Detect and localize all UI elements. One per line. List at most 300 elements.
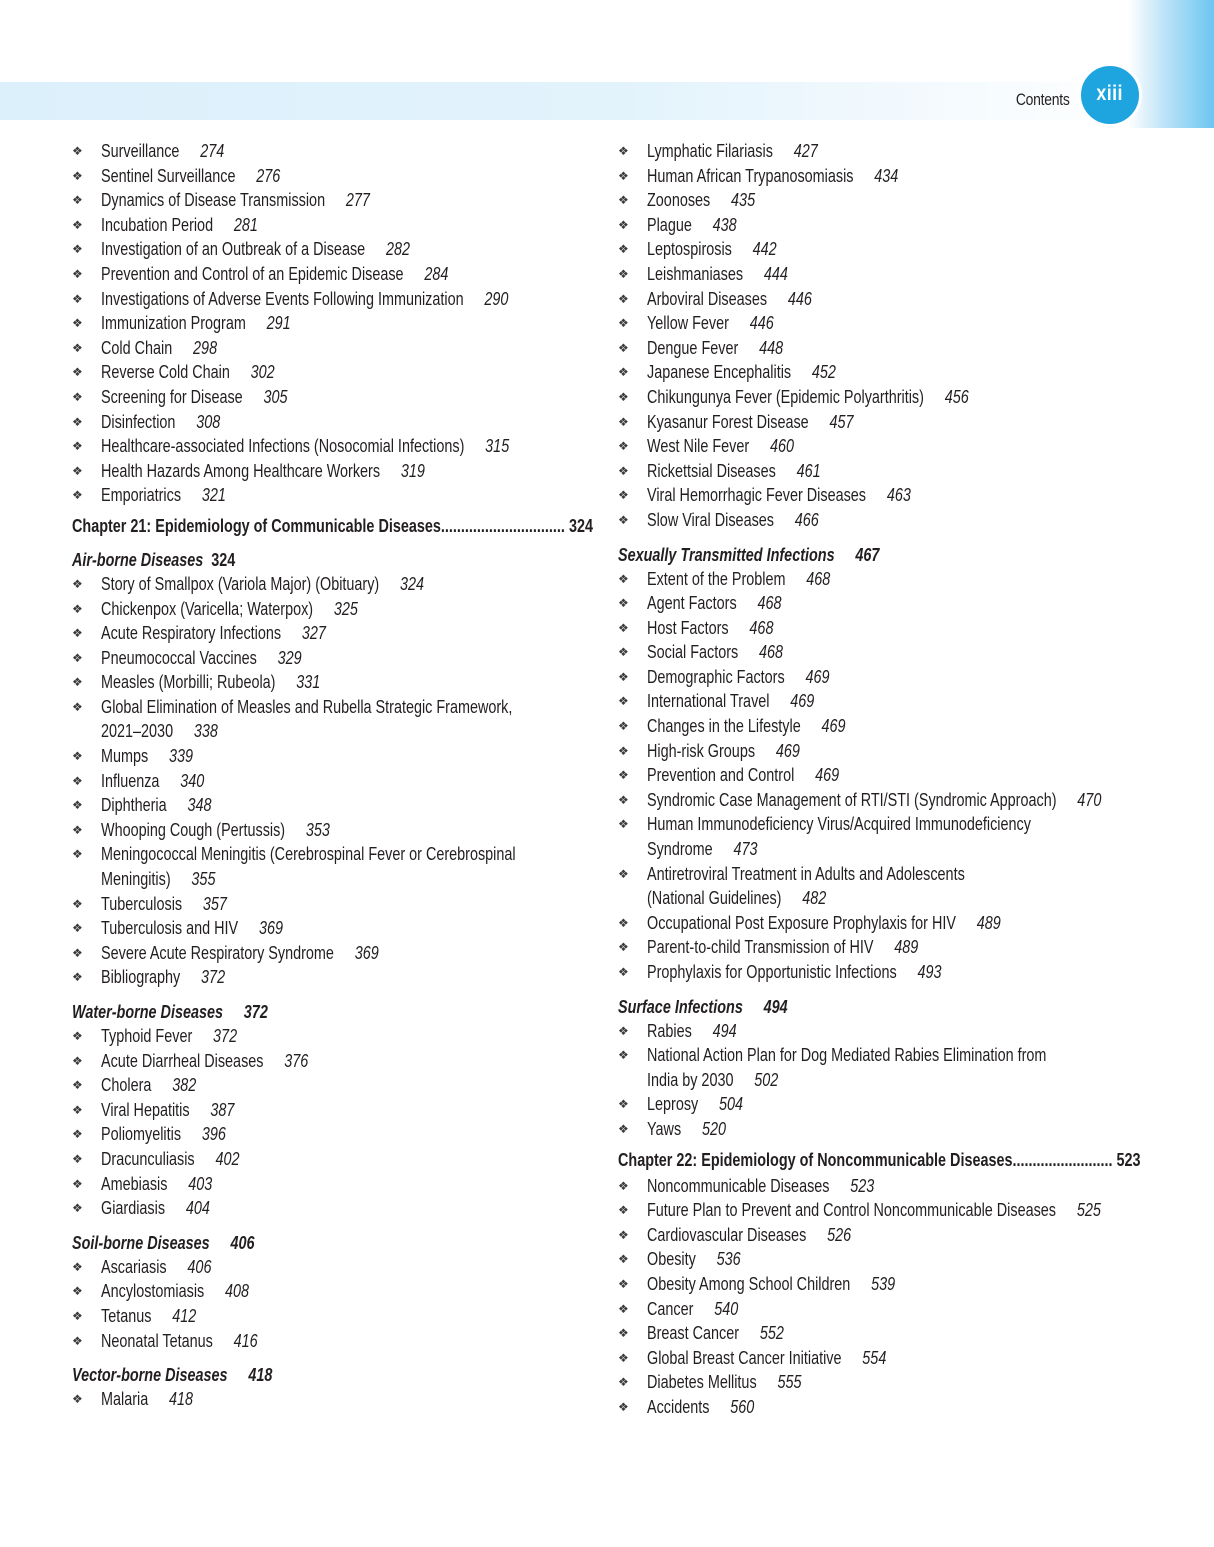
toc-entry-line xyxy=(101,1172,212,1197)
toc-entry-page: 319 xyxy=(400,460,425,481)
toc-entry-title: Dengue Fever xyxy=(647,337,739,358)
toc-chapter-heading[interactable] xyxy=(618,1148,1148,1172)
toc-entry-title: Plague xyxy=(647,214,692,235)
toc-entry[interactable] xyxy=(72,1279,592,1304)
toc-entry[interactable] xyxy=(618,739,1148,764)
toc-entry-page: 468 xyxy=(806,568,831,589)
toc-entry[interactable] xyxy=(618,1117,1148,1142)
toc-entry-title: Bibliography xyxy=(101,967,181,988)
toc-entry-line xyxy=(101,459,425,484)
toc-entry-title: Obesity xyxy=(647,1249,696,1270)
toc-entry-page: 276 xyxy=(256,165,281,186)
toc-entry-line xyxy=(101,434,509,459)
toc-chapter-title: Chapter 21: Epidemiology of Communicable Diseases............................... xyxy=(72,515,565,536)
toc-entry-title: Obesity Among School Children xyxy=(647,1273,851,1294)
toc-entry[interactable] xyxy=(72,459,592,484)
toc-entry-line xyxy=(647,640,783,665)
toc-entry[interactable] xyxy=(618,483,1148,508)
toc-entry-page: 321 xyxy=(201,485,226,506)
diamond-bullet-icon: ❖ xyxy=(72,144,83,158)
diamond-bullet-icon: ❖ xyxy=(618,694,629,709)
toc-entry-title: Cardiovascular Diseases xyxy=(647,1224,807,1245)
toc-right-column xyxy=(618,139,1148,1420)
toc-entry[interactable] xyxy=(72,744,592,769)
toc-entry-title: West Nile Fever xyxy=(647,436,750,457)
toc-entry-page: 305 xyxy=(263,386,288,407)
toc-entry-title: Prophylaxis for Opportunistic Infections xyxy=(647,962,897,982)
toc-entry-page: 369 xyxy=(258,918,283,939)
toc-entry-page: 339 xyxy=(169,746,194,767)
diamond-bullet-icon: ❖ xyxy=(72,945,83,960)
toc-entry[interactable] xyxy=(618,1370,1148,1395)
diamond-bullet-icon: ❖ xyxy=(72,1078,83,1093)
toc-entry[interactable] xyxy=(72,262,592,287)
toc-entry-line xyxy=(647,1346,886,1371)
toc-entry-title: Antiretroviral Treatment in Adults and Adolescents xyxy=(647,863,965,884)
toc-entry-page: 298 xyxy=(193,337,218,358)
toc-entry[interactable] xyxy=(72,842,592,891)
diamond-bullet-icon: ❖ xyxy=(618,620,629,635)
toc-entry-page: 376 xyxy=(284,1050,309,1071)
toc-chapter-title: Chapter 22: Epidemiology of Noncommunicable Diseases......................... xyxy=(618,1149,1113,1170)
toc-entry-line xyxy=(647,689,814,714)
toc-entry-line xyxy=(647,262,788,287)
toc-entry-title-continued: Syndrome xyxy=(647,839,713,860)
diamond-bullet-icon: ❖ xyxy=(72,242,83,257)
toc-entry-title: Malaria xyxy=(101,1389,149,1410)
toc-entry-line xyxy=(101,483,226,508)
toc-entry-title: Leishmaniases xyxy=(647,263,744,284)
toc-entry-page: 308 xyxy=(196,411,221,432)
toc-entry-title: Healthcare-associated Infections (Nosocomial Infections) xyxy=(101,436,465,457)
toc-entry[interactable] xyxy=(618,788,1148,813)
toc-entry-line xyxy=(101,670,320,695)
diamond-bullet-icon: ❖ xyxy=(72,847,83,862)
diamond-bullet-icon: ❖ xyxy=(72,896,83,911)
toc-entry[interactable] xyxy=(72,1387,592,1412)
toc-entry-line xyxy=(101,965,225,990)
toc-entry[interactable] xyxy=(618,862,1148,911)
diamond-bullet-icon: ❖ xyxy=(72,463,83,478)
toc-entry-page: 274 xyxy=(200,141,225,161)
toc-entry-line xyxy=(647,862,965,911)
toc-entry-page: 382 xyxy=(172,1075,197,1096)
toc-entry-page: 404 xyxy=(185,1198,210,1219)
toc-section-line xyxy=(72,548,235,572)
toc-entry-page: 540 xyxy=(714,1298,739,1319)
toc-entry-page: 466 xyxy=(794,509,819,530)
diamond-bullet-icon: ❖ xyxy=(618,915,629,930)
toc-entry[interactable] xyxy=(72,793,592,818)
toc-entry-title: Accidents xyxy=(647,1396,710,1417)
toc-entry-line xyxy=(101,597,358,622)
toc-entry-page: 446 xyxy=(749,313,774,334)
toc-entry[interactable] xyxy=(72,1122,592,1147)
toc-entry[interactable] xyxy=(618,640,1148,665)
toc-entry-title: Diabetes Mellitus xyxy=(647,1372,757,1393)
toc-entry-line xyxy=(101,385,288,410)
diamond-bullet-icon: ❖ xyxy=(72,1102,83,1117)
toc-entry-line xyxy=(101,621,326,646)
toc-entry[interactable] xyxy=(618,567,1148,592)
toc-entry[interactable] xyxy=(618,1272,1148,1297)
toc-chapter-page: 324 xyxy=(568,515,593,536)
toc-entry[interactable] xyxy=(618,188,1148,213)
toc-entry-page: 493 xyxy=(917,962,942,982)
toc-entry[interactable] xyxy=(618,237,1148,262)
toc-entry[interactable] xyxy=(72,360,592,385)
toc-entry-line xyxy=(101,360,275,385)
toc-entry[interactable] xyxy=(72,385,592,410)
diamond-bullet-icon: ❖ xyxy=(72,1284,83,1299)
toc-entry[interactable] xyxy=(618,164,1148,189)
toc-entry[interactable] xyxy=(72,670,592,695)
toc-entry-title: Changes in the Lifestyle xyxy=(647,716,801,737)
toc-entry[interactable] xyxy=(618,139,1148,164)
toc-entry-line xyxy=(647,508,819,533)
diamond-bullet-icon: ❖ xyxy=(618,217,629,232)
toc-entry[interactable] xyxy=(618,287,1148,312)
toc-section-heading[interactable] xyxy=(618,995,1148,1019)
toc-entry[interactable] xyxy=(618,360,1148,385)
diamond-bullet-icon: ❖ xyxy=(72,439,83,454)
toc-entry-title: Social Factors xyxy=(647,642,739,663)
toc-entry[interactable] xyxy=(72,892,592,917)
toc-entry-line xyxy=(647,591,781,616)
toc-entry[interactable] xyxy=(618,1174,1148,1199)
toc-entry-page: 469 xyxy=(775,740,800,761)
toc-entry-page: 523 xyxy=(850,1175,875,1196)
toc-entry[interactable] xyxy=(618,665,1148,690)
toc-entry-line xyxy=(647,213,737,238)
toc-entry-page: 302 xyxy=(250,362,275,383)
toc-entry[interactable] xyxy=(618,1395,1148,1420)
diamond-bullet-icon: ❖ xyxy=(72,921,83,936)
toc-entry-page: 416 xyxy=(233,1330,258,1351)
toc-entry-page: 539 xyxy=(871,1273,896,1294)
toc-entry[interactable] xyxy=(72,1304,592,1329)
toc-entry-page: 372 xyxy=(213,1026,238,1046)
toc-entry[interactable] xyxy=(618,1092,1148,1117)
toc-entry[interactable] xyxy=(618,1019,1148,1044)
toc-entry-page: 461 xyxy=(796,460,821,481)
toc-entry-title: Yellow Fever xyxy=(647,313,729,334)
toc-entry[interactable] xyxy=(72,1255,592,1280)
toc-entry-title: Prevention and Control of an Epidemic Disease xyxy=(101,263,404,284)
toc-entry-title: Investigation of an Outbreak of a Disease xyxy=(101,239,366,260)
toc-entry[interactable] xyxy=(72,139,592,164)
toc-entry-line xyxy=(647,812,1031,861)
toc-entry[interactable] xyxy=(618,689,1148,714)
toc-entry-page: 504 xyxy=(719,1094,744,1115)
diamond-bullet-icon: ❖ xyxy=(618,1399,629,1414)
toc-entry[interactable] xyxy=(72,621,592,646)
toc-entry[interactable] xyxy=(72,188,592,213)
toc-entry-title: Cholera xyxy=(101,1075,152,1096)
toc-entry-title: Host Factors xyxy=(647,617,729,638)
toc-entry[interactable] xyxy=(618,1043,1148,1092)
diamond-bullet-icon: ❖ xyxy=(72,340,83,355)
toc-entry[interactable] xyxy=(72,572,592,597)
toc-entry-title: Giardiasis xyxy=(101,1198,166,1219)
toc-entry-title: Rickettsial Diseases xyxy=(647,460,776,481)
toc-entry[interactable] xyxy=(618,1223,1148,1248)
toc-entry[interactable] xyxy=(72,1098,592,1123)
toc-entry[interactable] xyxy=(72,287,592,312)
diamond-bullet-icon: ❖ xyxy=(618,1048,629,1063)
toc-entry[interactable] xyxy=(72,916,592,941)
toc-entry[interactable] xyxy=(72,1049,592,1074)
toc-section-heading[interactable] xyxy=(72,1363,592,1387)
diamond-bullet-icon: ❖ xyxy=(72,414,83,429)
toc-entry-title: Global Elimination of Measles and Rubella Strategic Framework, xyxy=(101,696,513,717)
toc-entry-page: 457 xyxy=(829,411,854,432)
toc-entry[interactable] xyxy=(72,483,592,508)
toc-entry-page: 353 xyxy=(305,819,330,840)
toc-entry-line xyxy=(647,1223,851,1248)
toc-entry[interactable] xyxy=(618,1346,1148,1371)
toc-entry[interactable] xyxy=(72,434,592,459)
toc-entry-page: 402 xyxy=(215,1148,240,1169)
diamond-bullet-icon: ❖ xyxy=(72,193,83,208)
toc-entry-title: Acute Respiratory Infections xyxy=(101,623,282,644)
diamond-bullet-icon: ❖ xyxy=(618,316,629,331)
toc-entry-line xyxy=(101,164,280,189)
diamond-bullet-icon: ❖ xyxy=(72,266,83,281)
toc-entry-page: 482 xyxy=(802,888,827,909)
toc-entry-title: Yaws xyxy=(647,1118,682,1139)
header-gradient-tab xyxy=(1128,0,1214,128)
toc-entry-title: Pneumococcal Vaccines xyxy=(101,647,257,668)
diamond-bullet-icon: ❖ xyxy=(72,1201,83,1216)
diamond-bullet-icon: ❖ xyxy=(618,1097,629,1112)
toc-section-title: Soil-borne Diseases xyxy=(72,1232,210,1253)
toc-entry-title-continued: 2021–2030 xyxy=(101,721,174,742)
toc-entry-title: Mumps xyxy=(101,746,149,767)
toc-entry[interactable] xyxy=(72,1024,592,1049)
toc-entry[interactable] xyxy=(72,213,592,238)
toc-entry-page: 369 xyxy=(354,942,379,963)
toc-entry[interactable] xyxy=(618,311,1148,336)
toc-entry[interactable] xyxy=(618,935,1148,960)
toc-entry-page: 468 xyxy=(749,617,774,638)
diamond-bullet-icon: ❖ xyxy=(72,389,83,404)
toc-entry-title: Agent Factors xyxy=(647,593,737,614)
toc-section-line xyxy=(618,543,879,567)
toc-entry-page: 277 xyxy=(345,190,370,211)
toc-entry-line xyxy=(101,572,424,597)
toc-entry[interactable] xyxy=(618,459,1148,484)
toc-entry-title: Cancer xyxy=(647,1298,694,1319)
toc-entry-title: Dracunculiasis xyxy=(101,1148,195,1169)
toc-entry-line xyxy=(647,1092,743,1117)
toc-entry-page: 552 xyxy=(759,1323,784,1344)
toc-entry-line xyxy=(101,842,516,891)
diamond-bullet-icon: ❖ xyxy=(618,365,629,380)
toc-entry[interactable] xyxy=(72,695,592,744)
toc-entry-title-continued: (National Guidelines) xyxy=(647,888,782,909)
toc-entry-line xyxy=(647,385,969,410)
toc-entry[interactable] xyxy=(618,508,1148,533)
toc-section-line xyxy=(72,1000,268,1024)
toc-entry[interactable] xyxy=(72,1147,592,1172)
diamond-bullet-icon: ❖ xyxy=(72,365,83,380)
diamond-bullet-icon: ❖ xyxy=(72,217,83,232)
toc-entry[interactable] xyxy=(618,911,1148,936)
diamond-bullet-icon: ❖ xyxy=(618,242,629,257)
toc-entry[interactable] xyxy=(618,434,1148,459)
toc-entry-line xyxy=(101,1387,193,1412)
diamond-bullet-icon: ❖ xyxy=(72,488,83,503)
toc-chapter-heading[interactable] xyxy=(72,514,592,538)
diamond-bullet-icon: ❖ xyxy=(618,1301,629,1316)
toc-entry-page: 560 xyxy=(730,1396,755,1417)
toc-section-title: Water-borne Diseases xyxy=(72,1002,223,1022)
toc-entry[interactable] xyxy=(72,769,592,794)
diamond-bullet-icon: ❖ xyxy=(72,749,83,764)
diamond-bullet-icon: ❖ xyxy=(618,340,629,355)
toc-chapter-page: 523 xyxy=(1116,1149,1141,1170)
diamond-bullet-icon: ❖ xyxy=(72,773,83,788)
toc-entry-line xyxy=(101,237,410,262)
diamond-bullet-icon: ❖ xyxy=(72,576,83,591)
diamond-bullet-icon: ❖ xyxy=(72,650,83,665)
toc-entry[interactable] xyxy=(72,311,592,336)
toc-entry-line xyxy=(101,1329,258,1354)
toc-section-page: 406 xyxy=(230,1232,255,1253)
toc-entry-line xyxy=(647,1272,895,1297)
toc-entry-line xyxy=(647,935,918,960)
toc-entry-line xyxy=(101,744,193,769)
diamond-bullet-icon: ❖ xyxy=(618,389,629,404)
toc-entry[interactable] xyxy=(618,1247,1148,1272)
toc-entry[interactable] xyxy=(72,646,592,671)
diamond-bullet-icon: ❖ xyxy=(72,699,83,714)
toc-entry[interactable] xyxy=(72,1196,592,1221)
toc-entry-page: 427 xyxy=(793,141,818,161)
toc-entry[interactable] xyxy=(618,763,1148,788)
toc-section-heading[interactable] xyxy=(618,543,1148,567)
toc-entry[interactable] xyxy=(72,410,592,435)
toc-entry-page: 403 xyxy=(188,1173,213,1194)
toc-entry-page: 357 xyxy=(202,893,227,914)
toc-entry-page: 468 xyxy=(759,642,784,663)
toc-entry-page: 446 xyxy=(787,288,812,309)
toc-entry[interactable] xyxy=(618,262,1148,287)
toc-entry-page: 435 xyxy=(731,190,756,211)
toc-entry[interactable] xyxy=(72,1329,592,1354)
toc-entry-title: Future Plan to Prevent and Control Noncommunicable Diseases xyxy=(647,1200,1057,1221)
toc-entry[interactable] xyxy=(72,597,592,622)
diamond-bullet-icon: ❖ xyxy=(72,1127,83,1142)
toc-entry-title: Tuberculosis and HIV xyxy=(101,918,239,939)
diamond-bullet-icon: ❖ xyxy=(618,645,629,660)
toc-entry-page: 290 xyxy=(484,288,509,309)
toc-section-line xyxy=(72,1363,272,1387)
diamond-bullet-icon: ❖ xyxy=(72,1029,83,1043)
toc-entry[interactable] xyxy=(618,812,1148,861)
toc-entry-title: Dynamics of Disease Transmission xyxy=(101,190,326,211)
toc-entry-title: Japanese Encephalitis xyxy=(647,362,792,383)
toc-entry[interactable] xyxy=(618,336,1148,361)
toc-entry-title: Human African Trypanosomiasis xyxy=(647,165,854,186)
toc-entry[interactable] xyxy=(618,213,1148,238)
toc-entry-page: 555 xyxy=(777,1372,802,1393)
toc-entry-page: 396 xyxy=(201,1124,226,1145)
toc-entry[interactable] xyxy=(618,591,1148,616)
toc-entry-title-continued: Meningitis) xyxy=(101,869,171,890)
toc-entry-page: 554 xyxy=(862,1347,887,1368)
header-band xyxy=(0,82,1140,120)
toc-entry-page: 315 xyxy=(485,436,510,457)
toc-entry[interactable] xyxy=(72,237,592,262)
diamond-bullet-icon: ❖ xyxy=(618,866,629,881)
diamond-bullet-icon: ❖ xyxy=(618,719,629,734)
toc-section-page: 324 xyxy=(211,549,236,570)
toc-entry-line xyxy=(101,1279,249,1304)
diamond-bullet-icon: ❖ xyxy=(618,144,629,158)
toc-entry-page: 329 xyxy=(277,647,302,668)
toc-entry-title: Disinfection xyxy=(101,411,176,432)
diamond-bullet-icon: ❖ xyxy=(72,1333,83,1348)
toc-entry[interactable] xyxy=(618,385,1148,410)
diamond-bullet-icon: ❖ xyxy=(72,1259,83,1274)
toc-entry-page: 348 xyxy=(187,795,212,816)
diamond-bullet-icon: ❖ xyxy=(618,512,629,527)
toc-entry[interactable] xyxy=(618,1297,1148,1322)
toc-entry[interactable] xyxy=(618,960,1148,985)
diamond-bullet-icon: ❖ xyxy=(618,965,629,979)
diamond-bullet-icon: ❖ xyxy=(72,1392,83,1407)
toc-section-heading[interactable] xyxy=(72,1000,592,1024)
toc-entry[interactable] xyxy=(618,1321,1148,1346)
toc-section-heading[interactable] xyxy=(72,1231,592,1255)
toc-entry[interactable] xyxy=(72,336,592,361)
toc-entry-page: 460 xyxy=(769,436,794,457)
toc-entry-page: 284 xyxy=(424,263,449,284)
toc-entry[interactable] xyxy=(618,410,1148,435)
diamond-bullet-icon: ❖ xyxy=(618,1350,629,1365)
toc-entry[interactable] xyxy=(72,1172,592,1197)
toc-entry-line xyxy=(647,139,818,164)
diamond-bullet-icon: ❖ xyxy=(618,571,629,586)
toc-entry-page: 469 xyxy=(805,666,830,687)
toc-entry-page: 525 xyxy=(1076,1200,1101,1221)
toc-section-title: Vector-borne Diseases xyxy=(72,1365,228,1386)
toc-entry[interactable] xyxy=(618,1198,1148,1223)
toc-entry[interactable] xyxy=(618,616,1148,641)
toc-entry-page: 536 xyxy=(716,1249,741,1270)
toc-entry[interactable] xyxy=(618,714,1148,739)
diamond-bullet-icon: ❖ xyxy=(72,168,83,183)
page-number: xiii xyxy=(1096,81,1124,105)
toc-entry-line xyxy=(647,616,773,641)
toc-entry-line xyxy=(101,336,217,361)
toc-entry[interactable] xyxy=(72,818,592,843)
toc-entry-line xyxy=(647,287,812,312)
toc-entry-line xyxy=(101,892,227,917)
toc-entry-line xyxy=(101,188,370,213)
toc-section-heading[interactable] xyxy=(72,548,592,572)
toc-entry[interactable] xyxy=(72,941,592,966)
toc-entry-page: 489 xyxy=(976,912,1001,933)
toc-entry[interactable] xyxy=(72,965,592,990)
toc-entry-line xyxy=(101,1024,237,1049)
toc-entry[interactable] xyxy=(72,1073,592,1098)
toc-section-line xyxy=(618,995,788,1019)
toc-entry[interactable] xyxy=(72,164,592,189)
toc-entry-line xyxy=(101,941,379,966)
